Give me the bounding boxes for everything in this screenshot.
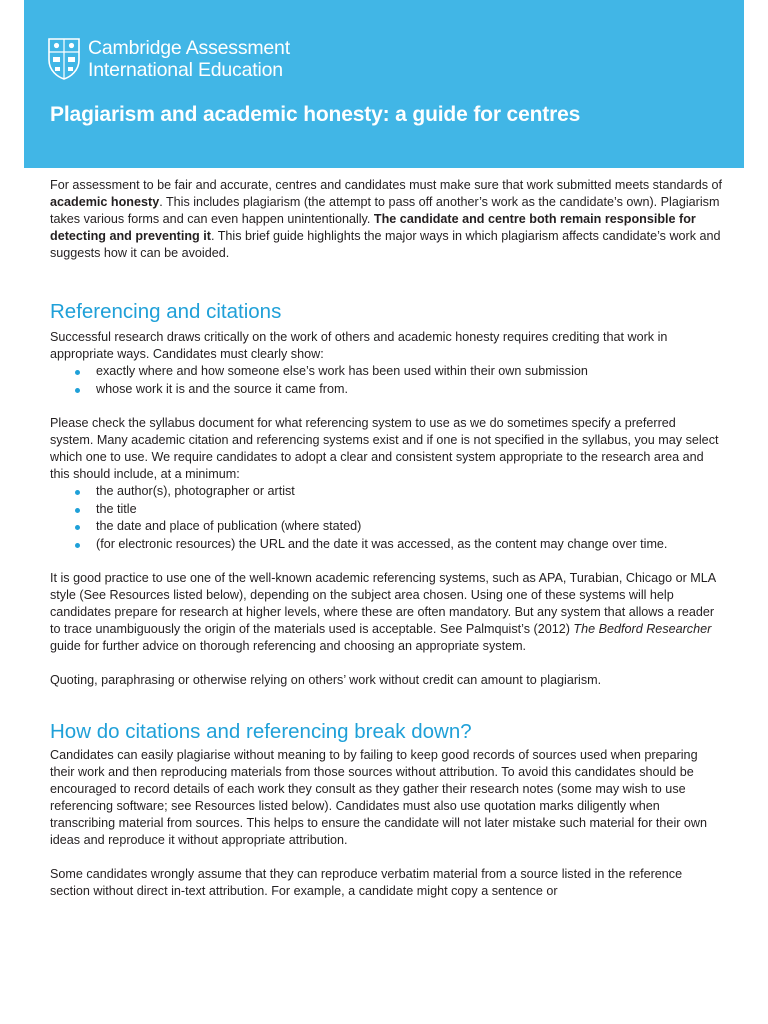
- section-heading-referencing: Referencing and citations: [50, 300, 282, 323]
- referencing-paragraph-4: Quoting, paraphrasing or otherwise relying on others’ work without credit can amount to plagiarism.: [50, 673, 602, 687]
- list-item: the title: [50, 501, 722, 519]
- document-body: [50, 177, 722, 900]
- page-title: Plagiarism and academic honesty: a guide for centres: [50, 103, 581, 126]
- book-title: The Bedford Researcher: [573, 622, 712, 636]
- list-item: (for electronic resources) the URL and the date it was accessed, as the content may change over time.: [50, 536, 722, 554]
- breakdown-paragraph-1: Candidates can easily plagiarise without meaning to by failing to keep good records of sources used when preparing their work and then reproducing materials from those sources without attribution. To avoid this candidates should be encouraged to record details of each work they consult as they gather their research notes (some may wish to use referencing software; see Resources listed below). Candidates must also use quotation marks diligently when transcribing material from sources. This helps to ensure the candidate will not later mistake such material for their own ideas and reproduce it without appropriate attribution.: [50, 748, 708, 847]
- org-name-line1: Cambridge Assessment: [88, 37, 290, 59]
- intro-paragraph: For assessment to be fair and accurate, centres and candidates must make sure that work submitted meets standards of academic honesty. This includes plagiarism (the attempt to pass off another’s work as the candidate’s own). Plagiarism takes various forms and can even happen unintentionally. The candidate and centre both remain responsible for detecting and preventing it. This brief guide highlights the major ways in which plagiarism affects candidate’s work and suggests how it can be avoided.: [50, 178, 722, 260]
- show-list: [50, 363, 722, 398]
- referencing-paragraph-2: Please check the syllabus document for what referencing system to use as we do sometimes specify a preferred system. Many academic citation and referencing systems exist and if one is not specified in the syllabus, you may select which one to use. We require candidates to adopt a clear and consistent system appropriate to the research area and this should include, at a minimum:: [50, 416, 719, 481]
- list-item: exactly where and how someone else’s work has been used within their own submission: [50, 363, 722, 381]
- section-heading-breakdown: How do citations and referencing break down?: [50, 720, 472, 743]
- emphasis-responsibility: The candidate and centre both remain responsible for detecting and preventing it: [50, 212, 696, 243]
- referencing-paragraph-3: It is good practice to use one of the well-known academic referencing systems, such as APA, Turabian, Chicago or MLA style (See Resources listed below), depending on the subject area chosen. Using one of these systems will help candidates prepare for research at higher levels, where these are often mandatory. But any system that allows a reader to trace unambiguously the origin of the materials used is acceptable. See Palmquist’s (2012) The Bedford Researcher guide for further advice on thorough referencing and choosing an appropriate system.: [50, 571, 716, 653]
- list-item: whose work it is and the source it came from.: [50, 381, 722, 399]
- university-crest-icon: [48, 38, 80, 80]
- header-banner: [24, 0, 744, 168]
- list-item: the author(s), photographer or artist: [50, 483, 722, 501]
- emphasis-academic-honesty: academic honesty: [50, 195, 160, 209]
- breakdown-paragraph-2: Some candidates wrongly assume that they can reproduce verbatim material from a source listed in the reference section without direct in-text attribution. For example, a candidate might copy a sentence or: [50, 867, 683, 898]
- referencing-paragraph-1: Successful research draws critically on the work of others and academic honesty requires crediting that work in appropriate ways. Candidates must clearly show:: [50, 330, 668, 361]
- minimum-list: [50, 483, 722, 553]
- list-item: the date and place of publication (where stated): [50, 518, 722, 536]
- org-name-line2: International Education: [88, 59, 283, 81]
